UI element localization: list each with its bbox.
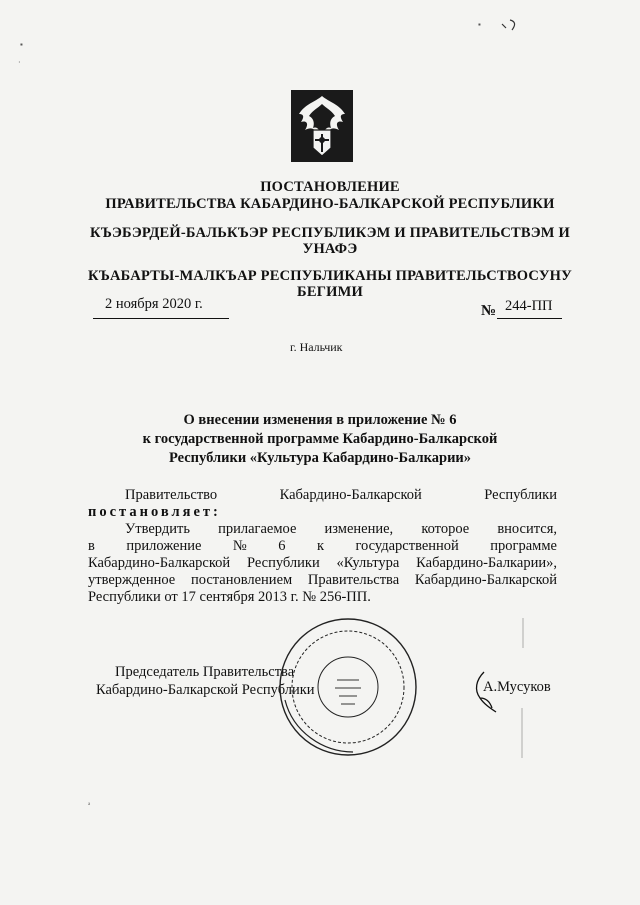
number-underline bbox=[497, 318, 562, 319]
document-number: 244-ПП bbox=[505, 298, 553, 314]
word: к bbox=[316, 538, 324, 554]
balkar-title-line2: БЕГИМИ bbox=[297, 284, 363, 300]
balkar-title-line1: КЪАБАРТЫ-МАЛКЪАР РЕСПУБЛИКАНЫ ПРАВИТЕЛЬСТВОСУНУ bbox=[88, 268, 572, 284]
paragraph-line bbox=[88, 555, 557, 572]
word: 6 bbox=[278, 538, 286, 554]
word: государственной bbox=[355, 538, 459, 554]
word: приложение bbox=[126, 538, 202, 554]
paragraph-line bbox=[88, 487, 557, 504]
date-underline bbox=[93, 318, 229, 319]
decree-word: постановляет: bbox=[88, 504, 221, 520]
word: изменение, bbox=[324, 521, 394, 537]
word: которое bbox=[421, 521, 470, 537]
signatory-name: А.Мусуков bbox=[483, 679, 551, 695]
word: Кабардино-Балкарской bbox=[414, 572, 557, 588]
document-date: 2 ноября 2020 г. bbox=[105, 296, 203, 312]
word: в bbox=[88, 538, 95, 554]
paragraph-government bbox=[88, 487, 557, 521]
paragraph-line bbox=[88, 538, 557, 555]
word: Кабардино-Балкарской bbox=[279, 487, 422, 503]
word: постановлением bbox=[190, 572, 293, 588]
subject-line: Республики «Культура Кабардино-Балкарии» bbox=[168, 450, 472, 466]
scan-mark: · bbox=[18, 58, 21, 67]
word: программе bbox=[490, 538, 557, 554]
subject-line: к государственной программе Кабардино-Балкарской bbox=[142, 431, 498, 447]
scan-mark: ᵃ bbox=[88, 800, 91, 809]
issuer-title: ПРАВИТЕЛЬСТВА КАБАРДИНО-БАЛКАРСКОЙ РЕСПУБЛИКИ bbox=[105, 196, 555, 212]
scan-mark bbox=[500, 14, 522, 34]
word: Правительство bbox=[125, 487, 218, 503]
word: утвержденное bbox=[88, 572, 176, 588]
paragraph-resolution bbox=[88, 521, 557, 606]
word: Правительства bbox=[307, 572, 400, 588]
paragraph-line bbox=[88, 521, 557, 538]
word: прилагаемое bbox=[218, 521, 297, 537]
word: Республики bbox=[246, 555, 320, 571]
word: «Культура bbox=[336, 555, 400, 571]
kabardian-title-line2: УНАФЭ bbox=[302, 241, 358, 257]
word: Утвердить bbox=[125, 521, 190, 537]
doc-type-title: ПОСТАНОВЛЕНИЕ bbox=[260, 179, 400, 195]
scan-mark bbox=[518, 618, 528, 768]
word: Кабардино-Балкарии», bbox=[416, 555, 557, 571]
subject-line: О внесении изменения в приложение № 6 bbox=[183, 412, 457, 428]
city: г. Нальчик bbox=[290, 340, 343, 354]
paragraph-line: Республики от 17 сентября 2013 г. № 256-ПП. bbox=[88, 589, 371, 605]
word: вносится, bbox=[497, 521, 557, 537]
word: Республики bbox=[484, 487, 557, 503]
word: Кабардино-Балкарской bbox=[88, 555, 231, 571]
signatory-position-line2: Кабардино-Балкарской Республики bbox=[96, 682, 315, 698]
coat-of-arms-icon bbox=[291, 90, 353, 162]
official-seal-icon bbox=[273, 612, 423, 762]
scan-mark: ▪ bbox=[20, 40, 23, 49]
kabardian-title-line1: КЪЭБЭРДЕЙ-БАЛЬКЪЭР РЕСПУБЛИКЭМ И ПРАВИТЕЛЬСТВЭМ И bbox=[90, 225, 570, 241]
paragraph-line bbox=[88, 572, 557, 589]
signatory-position-line1: Председатель Правительства bbox=[115, 664, 295, 680]
scan-mark: ▪ bbox=[478, 20, 481, 29]
word: № bbox=[232, 538, 247, 554]
document-subject bbox=[100, 411, 540, 468]
number-sign: № bbox=[481, 303, 497, 319]
